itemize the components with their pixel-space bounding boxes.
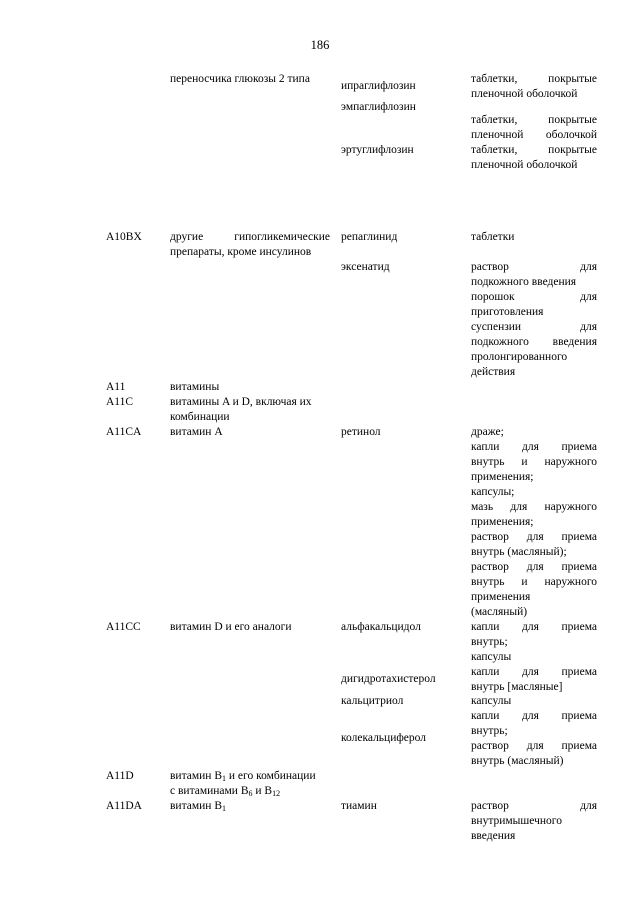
dosage-form: действия [471,366,516,378]
dosage-form: внутрь (масляный); [471,546,567,558]
atc-code: A11D [106,770,134,782]
dosage-form: порошок для [471,291,597,303]
atc-code: A11CA [106,426,142,438]
group-name: другие гипогликемические [170,231,330,243]
dosage-form: введения [471,830,516,842]
dosage-form: таблетки, покрытые [471,144,597,156]
drug-name: эксенатид [341,261,390,273]
drug-name: тиамин [341,800,377,812]
dosage-form: раствор для приема [471,740,597,752]
dosage-form: суспензии для [471,321,597,333]
dosage-form: раствор для приема [471,531,597,543]
atc-code: A11CC [106,621,141,633]
drug-name: эмпаглифлозин [341,101,416,113]
dosage-form: таблетки, покрытые [471,73,597,85]
drug-name: кальцитриол [341,695,404,707]
dosage-form: внутрь и наружного [471,576,597,588]
drug-name: репаглинид [341,231,398,243]
dosage-form: пролонгированного [471,351,568,363]
group-name: витамин $B_1$ и его комбинации [170,770,316,783]
dosage-form: раствор для [471,800,597,812]
dosage-form: раствор для приема [471,561,597,573]
group-name: препараты, кроме инсулинов [170,246,312,258]
group-name: с витаминами $B_6$ и $B_{12}$ [170,785,281,798]
dosage-form: раствор для [471,261,597,273]
dosage-form: внутримышечного [471,815,562,827]
dosage-form: внутрь и наружного [471,456,597,468]
page-number: 186 [310,38,330,52]
group-name: комбинации [170,411,230,423]
dosage-form: капли для приема [471,666,597,678]
dosage-form: мазь для наружного [471,501,597,513]
dosage-form: применения; [471,471,534,483]
dosage-form: подкожного введения [471,336,597,348]
atc-code: A11DA [106,800,142,812]
drug-name: колекальциферол [341,732,426,744]
dosage-form: драже; [471,426,504,438]
dosage-form: внутрь (масляный) [471,755,564,767]
dosage-form: пленочной оболочкой [471,88,578,100]
drug-name: дигидротахистерол [341,673,436,685]
dosage-form: (масляный) [471,606,528,618]
dosage-form: пленочной оболочкой [471,159,578,171]
dosage-form: приготовления [471,306,544,318]
drug-name: ретинол [341,426,381,438]
atc-code: A11 [106,381,126,393]
dosage-form: капсулы; [471,486,515,498]
group-name: витамин D и его аналоги [170,621,292,633]
group-name: витамины [170,381,220,393]
dosage-form: таблетки, покрытые [471,114,597,126]
group-name: витамин A [170,426,223,438]
drug-name: альфакальцидол [341,621,421,633]
dosage-form: внутрь; [471,725,508,737]
dosage-form: подкожного введения [471,276,577,288]
dosage-form: капсулы [471,651,512,663]
drug-name: эртуглифлозин [341,144,414,156]
dosage-form: таблетки [471,231,515,243]
dosage-form: применения; [471,516,534,528]
dosage-form: внутрь [масляные] [471,681,563,693]
dosage-form: капли для приема [471,710,597,722]
dosage-form: пленочной оболочкой [471,129,597,141]
drug-name: ипраглифлозин [341,80,416,92]
group-name: витамин $B_1$ [170,800,226,813]
atc-code: A11C [106,396,134,408]
dosage-form: капли для приема [471,621,597,633]
dosage-form: применения [471,591,531,603]
dosage-form: капсулы [471,695,512,707]
atc-code: A10BX [106,231,142,243]
group-name: переносчика глюкозы 2 типа [170,73,310,85]
dosage-form: внутрь; [471,636,508,648]
dosage-form: капли для приема [471,441,597,453]
group-name: витамины A и D, включая их [170,396,312,408]
